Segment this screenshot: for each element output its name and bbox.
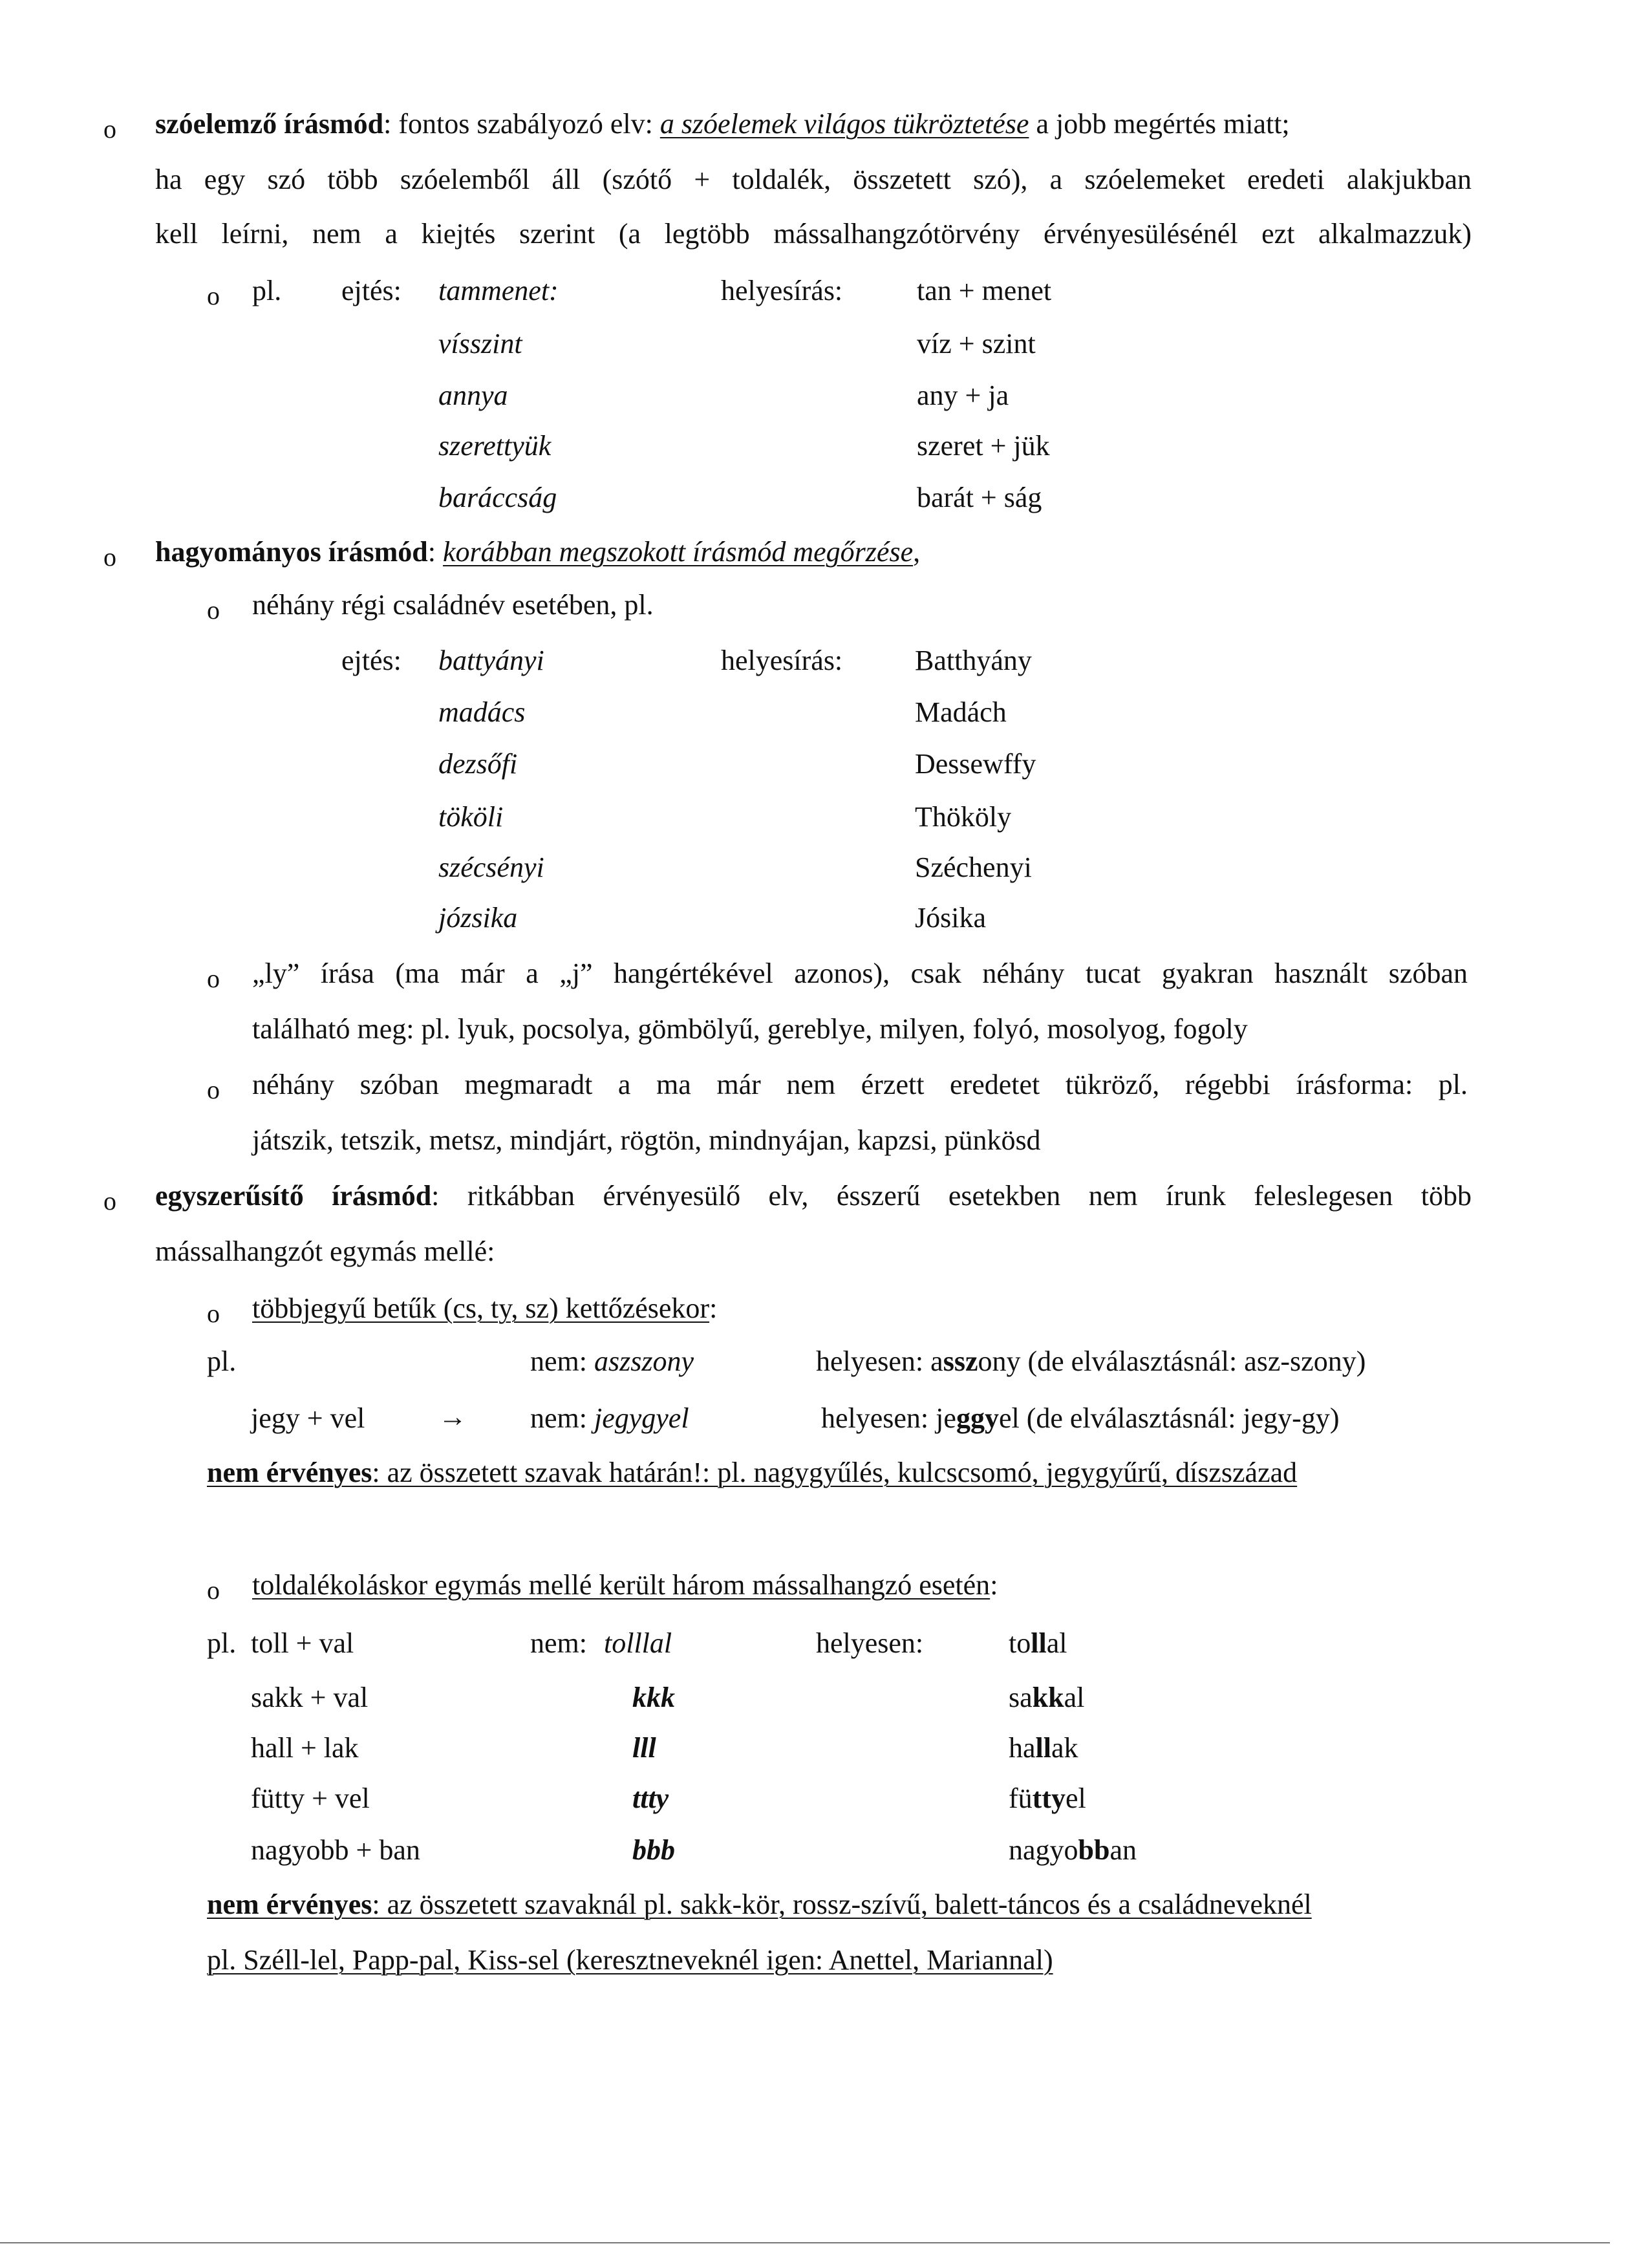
word-bold-part: ll — [1031, 1627, 1047, 1659]
ejtes-label: ejtés: — [341, 275, 402, 306]
helyes-word: víz + szint — [917, 328, 1036, 359]
name-helyes: Széchenyi — [915, 851, 1032, 883]
row-left: toll + val — [251, 1627, 354, 1659]
row-nem: kkk — [632, 1682, 675, 1713]
colon: : — [383, 108, 392, 140]
word-part: nagyo — [1009, 1834, 1078, 1866]
s2-sub1: néhány régi családnév esetében, pl. — [252, 589, 654, 621]
name-helyes: Batthyány — [915, 645, 1032, 676]
name-ejtes: madács — [438, 696, 526, 728]
nem-word: aszszony — [594, 1345, 694, 1377]
helyes-word: szeret + jük — [917, 430, 1050, 462]
row-left: fütty + vel — [251, 1782, 370, 1814]
word-part: je — [936, 1402, 956, 1434]
arrow-icon: → — [438, 1401, 467, 1433]
word-part: sa — [1009, 1682, 1033, 1713]
s2-sub3-line2: játszik, tetszik, metsz, mindjárt, rögtön, mindnyájan, kapzsi, pünkösd — [252, 1124, 1041, 1156]
colon: : — [427, 536, 443, 568]
helyes-word: barát + ság — [917, 482, 1042, 513]
s3-sub2-text: toldalékoláskor egymás mellé került három mássalhangzó esetén — [252, 1569, 991, 1601]
s1-intro: fontos szabályozó elv: — [391, 108, 660, 140]
bullet: o — [103, 1186, 116, 1215]
row-helyes — [1009, 1784, 1086, 1813]
row-left: nagyobb + ban — [251, 1834, 420, 1866]
word-bold-part: bb — [1078, 1834, 1110, 1866]
ejtes-word: szerettyük — [438, 430, 552, 462]
name-helyes: Jósika — [915, 902, 986, 934]
word-bold-part: ggy — [956, 1402, 999, 1434]
word-part: ony (de elválasztásnál: asz-szony) — [978, 1345, 1366, 1377]
section-title: egyszerűsítő írásmód — [155, 1180, 432, 1212]
ejtes-label: ejtés: — [341, 645, 402, 676]
comma: , — [913, 536, 921, 568]
helyesiras-label: helyesírás: — [721, 275, 843, 306]
word-part: fü — [1009, 1782, 1033, 1814]
note-label: nem érvényes — [207, 1888, 372, 1920]
s1-line3: kell leírni, nem a kiejtés szerint (a legtöbb mássalhangzótörvény érvényesülésénél ezt alkalmazzuk) — [155, 218, 1472, 250]
row-helyes — [1009, 1629, 1067, 1658]
nem-label: nem: — [530, 1402, 594, 1434]
ejtes-word: tammenet: — [438, 275, 559, 306]
name-helyes: Dessewffy — [915, 748, 1036, 780]
helyesen-example — [821, 1404, 1339, 1433]
row-left: sakk + val — [251, 1682, 369, 1713]
s1-line2: ha egy szó több szóelemből áll (szótő + toldalék, összetett szó), a szóelemeket eredeti alakjukban — [155, 164, 1472, 195]
s3-sub1 — [252, 1294, 717, 1323]
s2-sub2-line2: található meg: pl. lyuk, pocsolya, gömbölyű, gereblye, milyen, folyó, mosolyog, fogoly — [252, 1013, 1248, 1045]
word-part: el (de elválasztásnál: jegy-gy) — [998, 1402, 1340, 1434]
s1-line1-rest: a jobb megértés miatt; — [1029, 108, 1290, 140]
s3-line1 — [155, 1182, 1472, 1210]
word-part: el — [1065, 1782, 1086, 1814]
bullet: o — [207, 595, 220, 625]
note-text: : az összetett szavak határán!: pl. nagygyűlés, kulcscsomó, jegygyűrű, díszszázad — [372, 1457, 1298, 1488]
helyes-word: any + ja — [917, 380, 1009, 411]
word-part: to — [1009, 1627, 1031, 1659]
note-text: : az összetett szavaknál pl. sakk-kör, rossz-szívű, balett-táncos és a családneveknél — [372, 1888, 1312, 1920]
row-helyes — [1009, 1836, 1137, 1865]
row-nem: bbb — [632, 1834, 675, 1866]
row-nem: tolllal — [604, 1627, 672, 1659]
ejtes-word: vísszint — [438, 328, 522, 359]
s3-sub2 — [252, 1571, 998, 1599]
nem-label: nem: — [530, 1627, 587, 1659]
bullet: o — [103, 114, 116, 144]
note-label: nem érvényes — [207, 1457, 372, 1488]
s2-sub2-line1: „ly” írása (ma már a „j” hangértékével azonos), csak néhány tucat gyakran használt szóban — [252, 957, 1468, 989]
nem-example — [530, 1347, 694, 1376]
bullet: o — [207, 1299, 220, 1328]
colon: : — [990, 1569, 998, 1601]
emphasis: a szóelemek világos tükröztetése — [659, 108, 1029, 140]
word-part: ak — [1051, 1732, 1078, 1764]
word-bold-part: ll — [1035, 1732, 1051, 1764]
ejtes-word: baráccság — [438, 482, 557, 513]
name-helyes: Madách — [915, 696, 1007, 728]
name-ejtes: dezsőfi — [438, 748, 518, 780]
s2-sub3-line1: néhány szóban megmaradt a ma már nem érzett eredetet tükröző, régebbi írásforma: pl. — [252, 1069, 1468, 1100]
bullet: o — [207, 964, 220, 993]
helyes-word: tan + menet — [917, 275, 1052, 306]
row-helyes — [1009, 1734, 1078, 1762]
scan-edge-line — [0, 2242, 1610, 2243]
pl-label: pl. — [207, 1627, 237, 1659]
word-bold-part: tty — [1032, 1782, 1066, 1814]
pl-label: pl. — [252, 275, 282, 306]
nem-word: jegygyel — [594, 1402, 689, 1434]
word-bold-part: ssz — [943, 1345, 978, 1377]
row-nem: lll — [632, 1732, 656, 1764]
name-ejtes: józsika — [438, 902, 518, 934]
ex2-left: jegy + vel — [251, 1402, 365, 1434]
bullet: o — [207, 1576, 220, 1605]
nem-example — [530, 1404, 689, 1433]
helyesen-example — [816, 1347, 1366, 1376]
pl-label: pl. — [207, 1345, 237, 1377]
s3-line1-rest: : ritkábban érvényesülő elv, ésszerű esetekben nem írunk feleslegesen több — [431, 1180, 1472, 1212]
section-title: szóelemző írásmód — [155, 108, 384, 140]
section-title: hagyományos írásmód — [155, 536, 428, 568]
helyesiras-label: helyesírás: — [721, 645, 843, 676]
s1-line1 — [155, 110, 1290, 138]
word-part: al — [1046, 1627, 1067, 1659]
nem-label: nem: — [530, 1345, 594, 1377]
s3-line2: mássalhangzót egymás mellé: — [155, 1236, 495, 1267]
row-nem: ttty — [632, 1782, 669, 1814]
row-helyes — [1009, 1684, 1084, 1712]
bullet: o — [207, 281, 220, 310]
bullet: o — [103, 542, 116, 572]
row-left: hall + lak — [251, 1732, 359, 1764]
nem-ervenyes-note-cont: pl. Széll-lel, Papp-pal, Kiss-sel (keresztneveknél igen: Anettel, Mariannal) — [207, 1944, 1053, 1976]
name-ejtes: battyányi — [438, 645, 544, 676]
word-part: ha — [1009, 1732, 1036, 1764]
name-ejtes: tököli — [438, 801, 504, 833]
helyesen-label: helyesen: — [816, 1345, 931, 1377]
word-bold-part: kk — [1032, 1682, 1064, 1713]
nem-ervenyes-note — [207, 1890, 1312, 1919]
word-part: al — [1064, 1682, 1085, 1713]
helyesen-label: helyesen: — [816, 1627, 924, 1659]
emphasis: korábban megszokott írásmód megőrzése — [442, 536, 914, 568]
nem-ervenyes-note — [207, 1459, 1297, 1487]
s2-line1 — [155, 538, 920, 566]
helyesen-label: helyesen: — [821, 1402, 936, 1434]
word-part: a — [930, 1345, 943, 1377]
bullet: o — [207, 1075, 220, 1104]
s3-sub1-text: többjegyű betűk (cs, ty, sz) kettőzésekor — [252, 1292, 710, 1324]
name-ejtes: szécsényi — [438, 851, 544, 883]
name-helyes: Thököly — [915, 801, 1012, 833]
ejtes-word: annya — [438, 380, 508, 411]
word-part: an — [1109, 1834, 1137, 1866]
colon: : — [709, 1292, 718, 1324]
